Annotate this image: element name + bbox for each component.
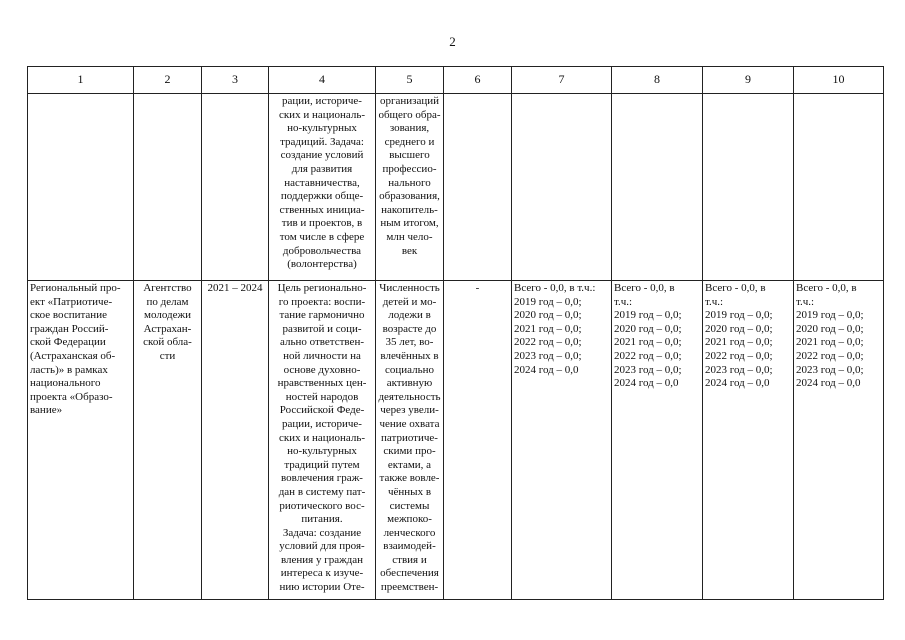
cell-project: Региональный про- ект «Патриотиче- ское воспитание граждан Россий- ской Федерации (Астраханская об- ласть)» в рамках национального проекта «Образо- вание» — [28, 281, 134, 600]
cell-goal: Цель регионально- го проекта: воспи- тание гармонично развитой и соци- ально ответствен- ной личности на основе духовно- нравственных цен- ностей народов Российской Феде- рации, историче- ских и националь- но-культурных традиций путем вовлечения граж- дан в систему пат- риотического вос- питания. Задача: создание условий для проя- вления у граждан интереса к изуче- нию истории Оте- — [269, 281, 376, 600]
cell-indicator: организаций общего обра- зования, среднего и высшего профессио- нального образования, накопитель- ным итогом, млн чело- век — [376, 94, 444, 281]
cell-period: 2021 – 2024 — [202, 281, 269, 600]
program-table — [27, 66, 884, 600]
column-header-5: 5 — [376, 67, 444, 94]
cell-goal: рации, историче- ских и националь- но-культурных традиций. Задача: создание условий для развития наставничества, поддержки обще- ственных инициа- тив и проектов, в том числе в сфере добровольчества (волонтерства) — [269, 94, 376, 281]
header-row — [28, 67, 884, 94]
column-header-6: 6 — [444, 67, 512, 94]
cell-period — [202, 94, 269, 281]
cell-col6 — [444, 94, 512, 281]
column-header-8: 8 — [612, 67, 703, 94]
column-header-9: 9 — [703, 67, 794, 94]
cell-funding-7 — [512, 94, 612, 281]
cell-funding-10: Всего - 0,0, в т.ч.: 2019 год – 0,0; 2020 год – 0,0; 2021 год – 0,0; 2022 год – 0,0; 2023 год – 0,0; 2024 год – 0,0 — [794, 281, 884, 600]
cell-funding-8 — [612, 94, 703, 281]
column-header-1: 1 — [28, 67, 134, 94]
cell-funding-10 — [794, 94, 884, 281]
cell-funding-8: Всего - 0,0, в т.ч.: 2019 год – 0,0; 2020 год – 0,0; 2021 год – 0,0; 2022 год – 0,0; 2023 год – 0,0; 2024 год – 0,0 — [612, 281, 703, 600]
column-header-7: 7 — [512, 67, 612, 94]
cell-funding-9: Всего - 0,0, в т.ч.: 2019 год – 0,0; 2020 год – 0,0; 2021 год – 0,0; 2022 год – 0,0; 2023 год – 0,0; 2024 год – 0,0 — [703, 281, 794, 600]
cell-project — [28, 94, 134, 281]
cell-indicator: Численность детей и мо- лодежи в возрасте до 35 лет, во- влечённых в социально активную деятельность через увели- чение охвата патриотиче- скими про- ектами, а также вовле- чённых в системы межпоко- ленческого взаимодей- ствия и обеспечения преемствен- — [376, 281, 444, 600]
cell-executor: Агентство по делам молодежи Астрахан- ской обла- сти — [134, 281, 202, 600]
table-row — [28, 281, 884, 600]
column-header-2: 2 — [134, 67, 202, 94]
column-header-3: 3 — [202, 67, 269, 94]
cell-funding-7: Всего - 0,0, в т.ч.: 2019 год – 0,0; 2020 год – 0,0; 2021 год – 0,0; 2022 год – 0,0; 2023 год – 0,0; 2024 год – 0,0 — [512, 281, 612, 600]
column-header-10: 10 — [794, 67, 884, 94]
cell-funding-9 — [703, 94, 794, 281]
column-header-4: 4 — [269, 67, 376, 94]
cell-col6: - — [444, 281, 512, 600]
cell-executor — [134, 94, 202, 281]
table-row — [28, 94, 884, 281]
page-number: 2 — [449, 34, 456, 49]
